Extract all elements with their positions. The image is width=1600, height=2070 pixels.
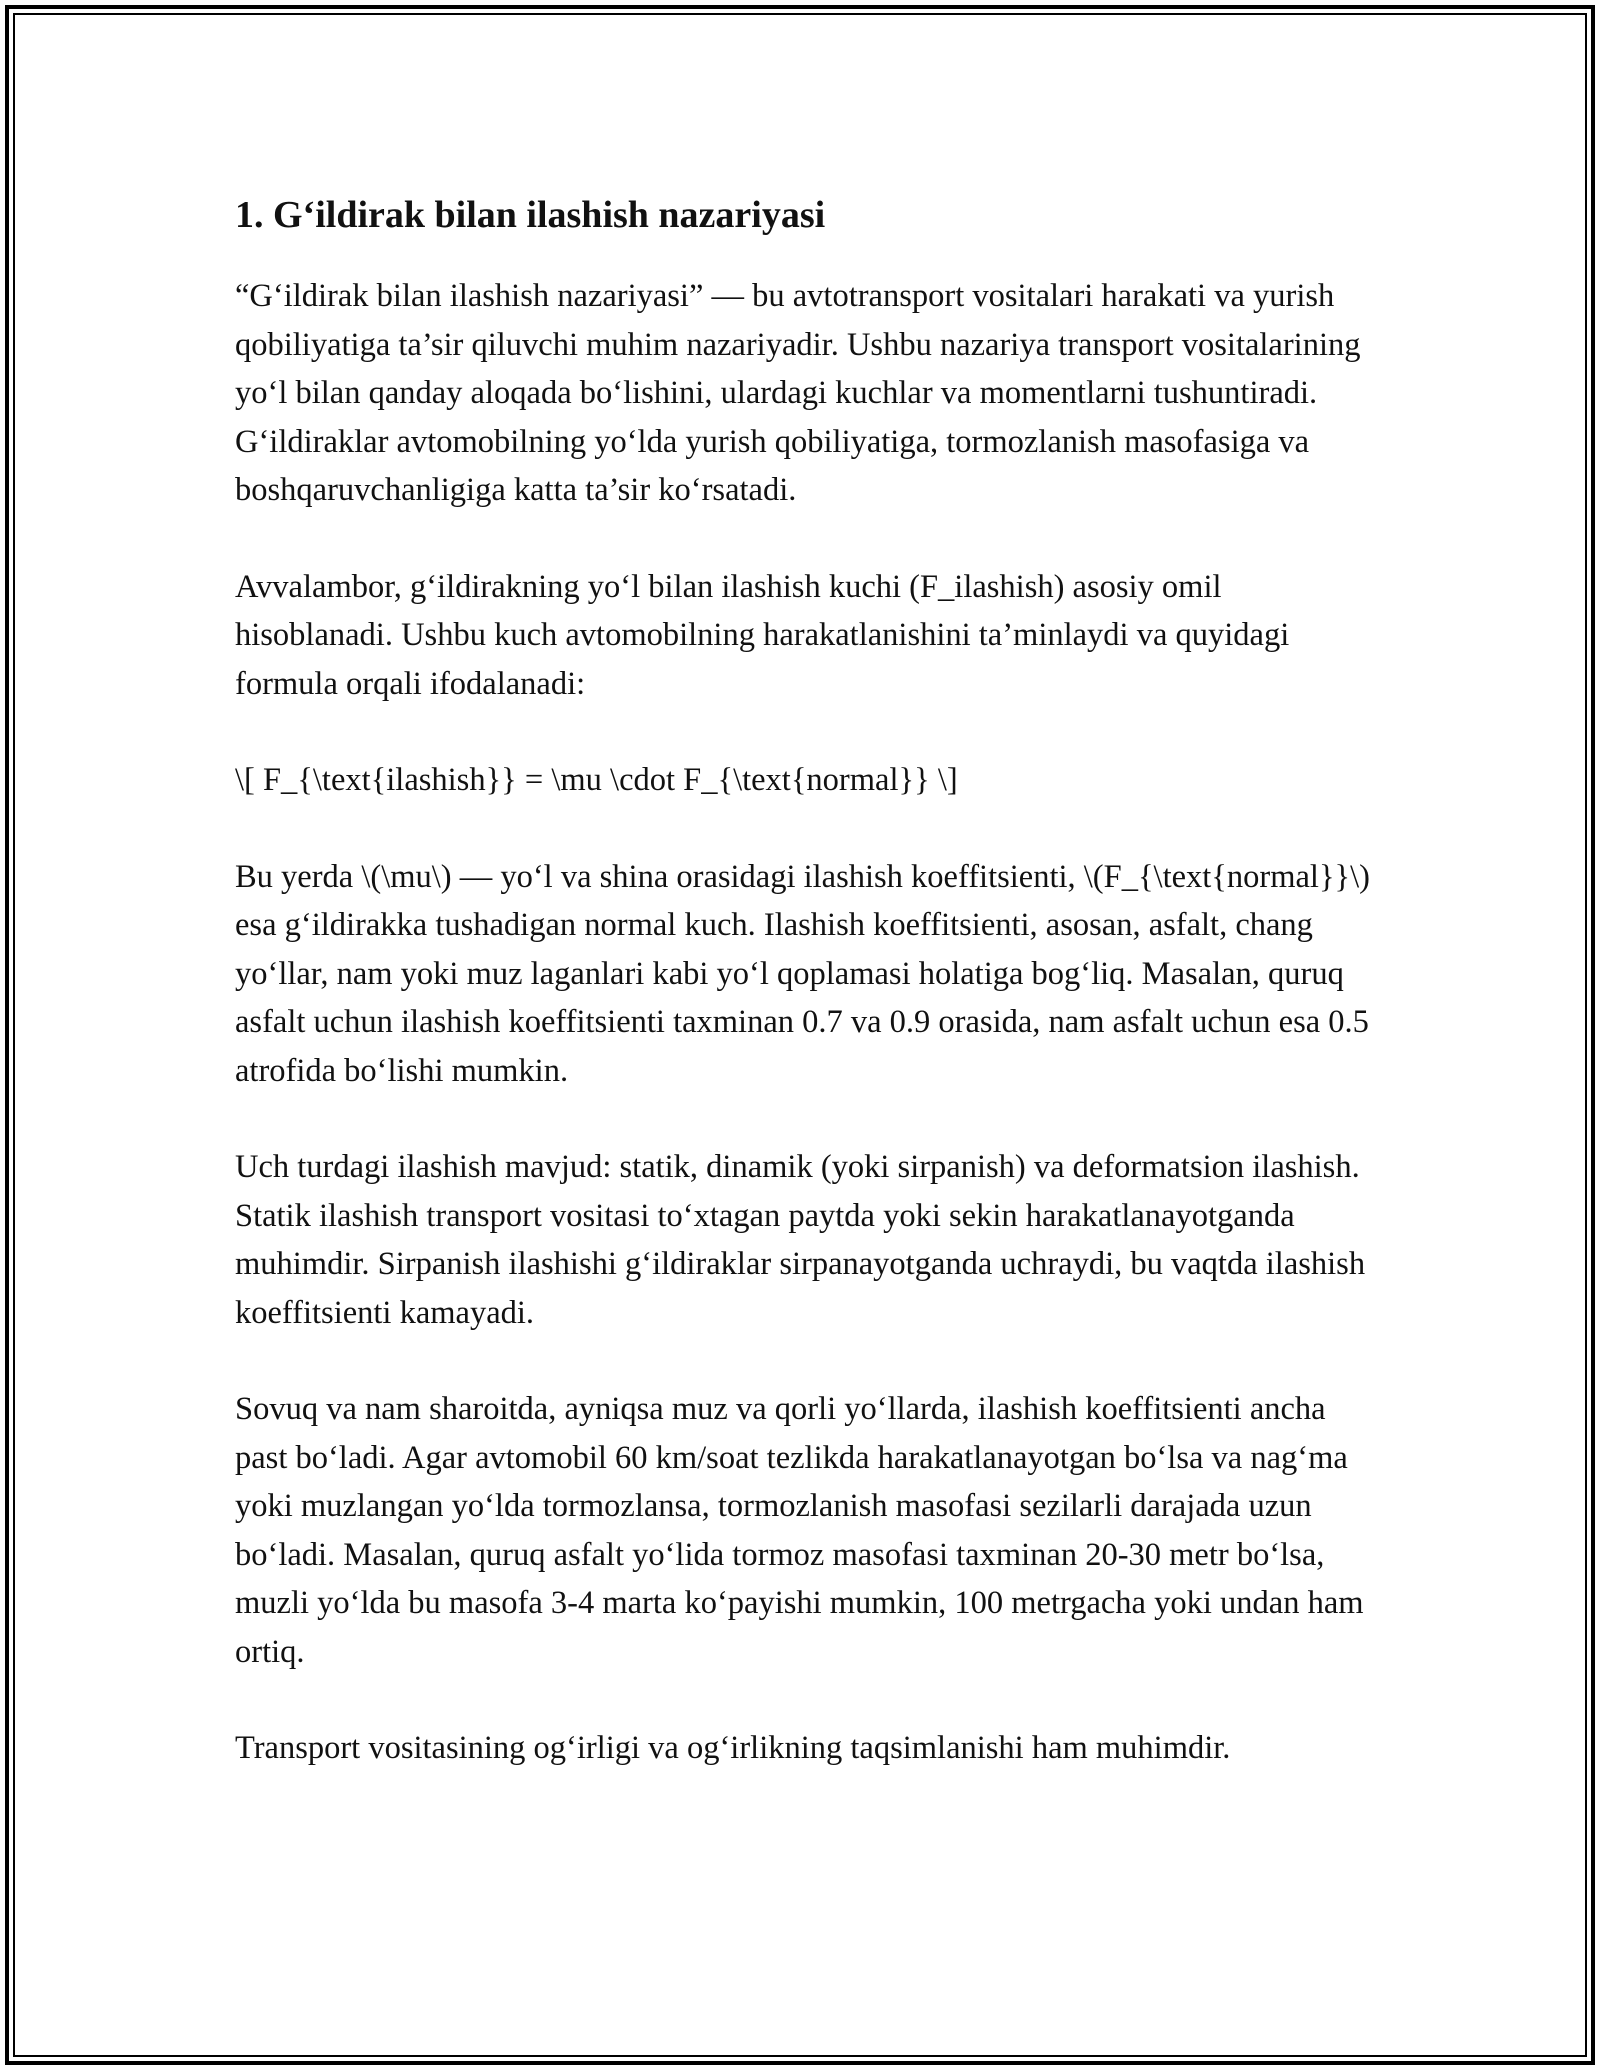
- paragraph-cold-conditions: Sovuq va nam sharoitda, ayniqsa muz va qorli yo‘llarda, ilashish koeffitsienti ancha past bo‘ladi. Agar avtomobil 60 km/soat tezlikda harakatlanayotgan bo‘lsa va nag‘ma yoki muzlangan yo‘lda tormozlansa, tormozlanish masofasi sezilarli darajada uzun bo‘ladi. Masalan, quruq asfalt yo‘lida tormoz masofasi taxminan 20-30 metr bo‘lsa, muzli yo‘lda bu masofa 3-4 marta ko‘payishi mumkin, 100 metrgacha yoki undan ham ortiq.: [235, 1391, 1364, 1670]
- paragraph-traction-types: Uch turdagi ilashish mavjud: statik, dinamik (yoki sirpanish) va deformatsion ilashish. Statik ilashish transport vositasi to‘xtagan paytda yoki sekin harakatlanayotganda muhimdir. Sirpanish ilashishi g‘ildiraklar sirpanayotganda uchraydi, bu vaqtda ilashish koeffitsienti kamayadi.: [235, 1149, 1366, 1331]
- paragraph-intro: “G‘ildirak bilan ilashish nazariyasi” — bu avtotransport vositalari harakati va yurish qobiliyatiga ta’sir qiluvchi muhim nazariyadir. Ushbu nazariya transport vositalarining yo‘l bilan qanday aloqada bo‘lishini, ulardagi kuchlar va momentlarni tushuntiradi. G‘ildiraklar avtomobilning yo‘lda yurish qobiliyatiga, tormozlanish masofasiga va boshqaruvchanligiga katta ta’sir ko‘rsatadi.: [235, 278, 1361, 508]
- paragraph-weight: Transport vositasining og‘irligi va og‘irlikning taqsimlanishi ham muhimdir.: [235, 1730, 1231, 1766]
- paragraph-coefficient: Bu yerda \(\mu\) — yo‘l va shina orasidagi ilashish koeffitsienti, \(F_{\text{normal}}\) esa g‘ildirakka tushadigan normal kuch. Ilashish koeffitsienti, asosan, asfalt, chang yo‘llar, nam yoki muz laganlari kabi yo‘l qoplamasi holatiga bog‘liq. Masalan, quruq asfalt uchun ilashish koeffitsienti taxminan 0.7 va 0.9 orasida, nam asfalt uchun esa 0.5 atrofida bo‘lishi mumkin.: [235, 858, 1371, 1089]
- paragraph-traction-force: Avvalambor, g‘ildirakning yo‘l bilan ilashish kuchi (F_ilashish) asosiy omil hisoblanadi. Ushbu kuch avtomobilning harakatlanishini ta’minlaydi va quyidagi formula orqali ifodalanadi:: [235, 568, 1290, 702]
- section-heading: 1. G‘ildirak bilan ilashish nazariyasi: [235, 194, 826, 236]
- formula-line: \[ F_{\text{ilashish}} = \mu \cdot F_{\text{normal}} \]: [235, 762, 958, 798]
- document-body: [235, 190, 1375, 1821]
